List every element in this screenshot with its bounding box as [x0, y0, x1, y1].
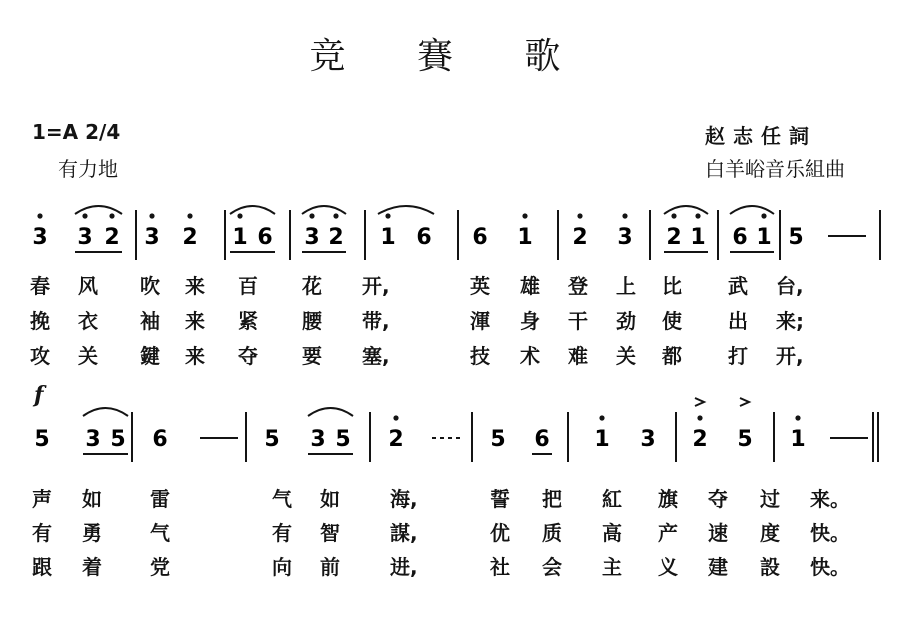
sys2-note-0: 5 [34, 427, 50, 452]
sys1-note-19: 5 [788, 225, 804, 250]
lyric-line-2-1 [0, 483, 900, 511]
lyric-syllable: 度 [760, 521, 780, 545]
sys2-octave-dot-8 [393, 415, 398, 420]
lyric-syllable: 气 [150, 521, 170, 545]
lyric-syllable: 如 [82, 487, 102, 511]
sys1-slur-1 [230, 206, 275, 214]
lyric-line-1-3 [0, 340, 900, 368]
lyric-syllable: 党 [150, 555, 170, 579]
lyric-syllable: 紅 [602, 487, 622, 511]
lyric-syllable: 雄 [520, 274, 540, 298]
lyric-syllable: 质 [542, 521, 562, 545]
lyric-line-2-3 [0, 551, 900, 579]
lyric-syllable: 优 [490, 521, 510, 545]
lyric-syllable: 吹 [140, 274, 160, 298]
lyric-syllable: 气 [272, 487, 292, 511]
lyric-syllable: 渾 [470, 309, 490, 333]
lyric-syllable: 速 [708, 521, 728, 545]
lyric-syllable: 都 [662, 344, 682, 368]
sys1-octave-dot-3 [149, 213, 154, 218]
lyric-syllable: 来 [185, 309, 205, 333]
lyric-syllable: 来 [185, 274, 205, 298]
lyric-syllable: 干 [568, 309, 588, 333]
lyric-line-1-1 [0, 270, 900, 298]
sys2-note-13: 3 [640, 427, 656, 452]
composer-credit: 白羊峪音乐組曲 [705, 157, 845, 181]
sys1-octave-dot-14 [622, 213, 627, 218]
sys1-note-7: 3 [304, 225, 320, 250]
lyric-syllable: 把 [542, 487, 562, 511]
lyric-syllable: 打 [728, 344, 748, 368]
sys1-octave-dot-8 [333, 213, 338, 218]
lyric-syllable: 关 [78, 344, 98, 368]
sys1-note-0: 3 [32, 225, 48, 250]
lyric-syllable: 劲 [616, 309, 636, 333]
sys1-note-18: 1 [756, 225, 772, 250]
lyric-syllable: 夺 [708, 487, 728, 511]
lyric-syllable: 来; [776, 309, 804, 333]
sys1-slur-2 [302, 206, 346, 214]
sys2-note-16: 1 [790, 427, 806, 452]
sys1-note-1: 3 [77, 225, 93, 250]
sys2-slur-0 [83, 408, 128, 416]
sys2-slur-1 [308, 408, 353, 416]
sys1-note-10: 6 [416, 225, 432, 250]
lyric-syllable: 腰 [302, 309, 322, 333]
lyric-syllable: 台, [776, 274, 804, 298]
lyric-syllable: 出 [728, 309, 748, 333]
sys1-note-16: 1 [690, 225, 706, 250]
lyric-syllable: 登 [568, 274, 588, 298]
sys1-octave-dot-0 [37, 213, 42, 218]
sys2-note-15: 5 [737, 427, 753, 452]
song-title: 竞 賽 歌 [309, 36, 591, 77]
sys2-note-3: 6 [152, 427, 168, 452]
sys1-octave-dot-1 [82, 213, 87, 218]
lyric-syllable: 攻 [30, 344, 50, 368]
sys1-octave-dot-4 [187, 213, 192, 218]
lyric-syllable: 产 [658, 521, 678, 545]
lyric-syllable: 英 [470, 274, 490, 298]
lyricist-credit: 赵志任詞 [705, 124, 817, 148]
lyric-syllable: 开, [776, 344, 804, 368]
lyric-syllable: 武 [728, 274, 748, 298]
sys1-slur-4 [664, 206, 708, 214]
lyric-syllable: 来。 [810, 487, 850, 511]
lyric-syllable: 誓 [490, 487, 510, 511]
lyric-syllable: 挽 [30, 309, 50, 333]
sys2-note-1: 3 [85, 427, 101, 452]
sys2-accent-0 [695, 398, 704, 406]
lyric-syllable: 义 [658, 555, 678, 579]
sys1-slur-5 [730, 206, 774, 214]
sys1-octave-dot-2 [109, 213, 114, 218]
sys1-octave-dot-9 [385, 213, 390, 218]
sys1-note-13: 2 [572, 225, 588, 250]
sys1-octave-dot-13 [577, 213, 582, 218]
lyric-syllable: 身 [520, 309, 540, 333]
sys1-note-14: 3 [617, 225, 633, 250]
sys1-note-12: 1 [517, 225, 533, 250]
sys2-note-7: 5 [335, 427, 351, 452]
sys1-note-3: 3 [144, 225, 160, 250]
lyric-syllable: 主 [602, 555, 622, 579]
sys1-note-17: 6 [732, 225, 748, 250]
lyric-syllable: 勇 [82, 521, 102, 545]
sys1-note-8: 2 [328, 225, 344, 250]
sys1-slur-3 [378, 206, 434, 214]
sys2-octave-dot-14 [697, 415, 702, 420]
lyric-syllable: 过 [760, 487, 780, 511]
sys1-octave-dot-16 [695, 213, 700, 218]
lyric-syllable: 跟 [32, 555, 52, 579]
sys1-note-15: 2 [666, 225, 682, 250]
tempo-marking: 有力地 [58, 157, 118, 181]
sys2-octave-dot-16 [795, 415, 800, 420]
sys1-note-11: 6 [472, 225, 488, 250]
sys2-note-10: 5 [490, 427, 506, 452]
lyric-syllable: 智 [320, 521, 340, 545]
lyric-syllable: 高 [602, 521, 622, 545]
sys1-note-4: 2 [182, 225, 198, 250]
sys2-note-2: 5 [110, 427, 126, 452]
sys2-note-14: 2 [692, 427, 708, 452]
sys1-octave-dot-12 [522, 213, 527, 218]
lyric-syllable: 比 [662, 274, 682, 298]
sys1-note-9: 1 [380, 225, 396, 250]
key-signature: 1=A 2/4 [32, 120, 121, 144]
lyric-syllable: 快。 [810, 521, 850, 545]
sys1-octave-dot-15 [671, 213, 676, 218]
lyric-syllable: 海, [390, 487, 418, 511]
sys1-note-2: 2 [104, 225, 120, 250]
sys2-accent-1 [740, 398, 749, 406]
sys1-octave-dot-7 [309, 213, 314, 218]
lyric-syllable: 技 [470, 344, 490, 368]
lyric-syllable: 如 [320, 487, 340, 511]
lyric-line-2-2 [0, 517, 900, 545]
lyric-syllable: 开, [362, 274, 390, 298]
lyric-syllable: 声 [32, 487, 52, 511]
lyric-syllable: 塞, [362, 344, 390, 368]
lyric-syllable: 关 [616, 344, 636, 368]
lyric-syllable: 进, [390, 555, 418, 579]
lyric-line-1-2 [0, 305, 900, 333]
lyric-syllable: 带, [362, 309, 390, 333]
sys2-octave-dot-12 [599, 415, 604, 420]
lyric-syllable: 会 [542, 555, 562, 579]
lyric-syllable: 春 [30, 274, 50, 298]
lyric-syllable: 紧 [238, 309, 258, 333]
sys2-note-11: 6 [534, 427, 550, 452]
sys2-note-5: 5 [264, 427, 280, 452]
lyric-syllable: 衣 [78, 309, 98, 333]
lyric-syllable: 社 [490, 555, 510, 579]
sys2-note-8: 2 [388, 427, 404, 452]
sys2-note-12: 1 [594, 427, 610, 452]
lyric-syllable: 謀, [390, 521, 418, 545]
lyric-syllable: 鍵 [140, 344, 160, 368]
sys1-octave-dot-18 [761, 213, 766, 218]
sys1-octave-dot-5 [237, 213, 242, 218]
sys2-note-6: 3 [310, 427, 326, 452]
lyric-syllable: 建 [708, 555, 728, 579]
lyric-syllable: 有 [32, 521, 52, 545]
lyric-syllable: 使 [662, 309, 682, 333]
lyric-syllable: 上 [616, 274, 636, 298]
lyric-syllable: 着 [82, 555, 102, 579]
lyric-syllable: 有 [272, 521, 292, 545]
dynamic-marking: f [34, 382, 44, 408]
sys1-note-5: 1 [232, 225, 248, 250]
lyric-syllable: 来 [185, 344, 205, 368]
lyric-syllable: 雷 [150, 487, 170, 511]
lyric-syllable: 前 [320, 555, 340, 579]
system-1-notes [32, 206, 880, 260]
sys1-slur-0 [75, 206, 122, 214]
lyric-syllable: 花 [302, 274, 322, 298]
lyric-syllable: 风 [78, 274, 98, 298]
lyric-syllable: 設 [760, 555, 780, 579]
lyric-syllable: 要 [302, 344, 322, 368]
lyric-syllable: 快。 [810, 555, 850, 579]
lyric-syllable: 向 [272, 555, 292, 579]
lyric-syllable: 百 [238, 274, 258, 298]
lyric-syllable: 术 [520, 344, 540, 368]
lyric-syllable: 袖 [140, 309, 160, 333]
system-2-notes [34, 398, 878, 462]
lyric-syllable: 旗 [658, 487, 678, 511]
sys1-note-6: 6 [257, 225, 273, 250]
lyric-syllable: 难 [568, 344, 588, 368]
lyric-syllable: 夺 [238, 344, 258, 368]
